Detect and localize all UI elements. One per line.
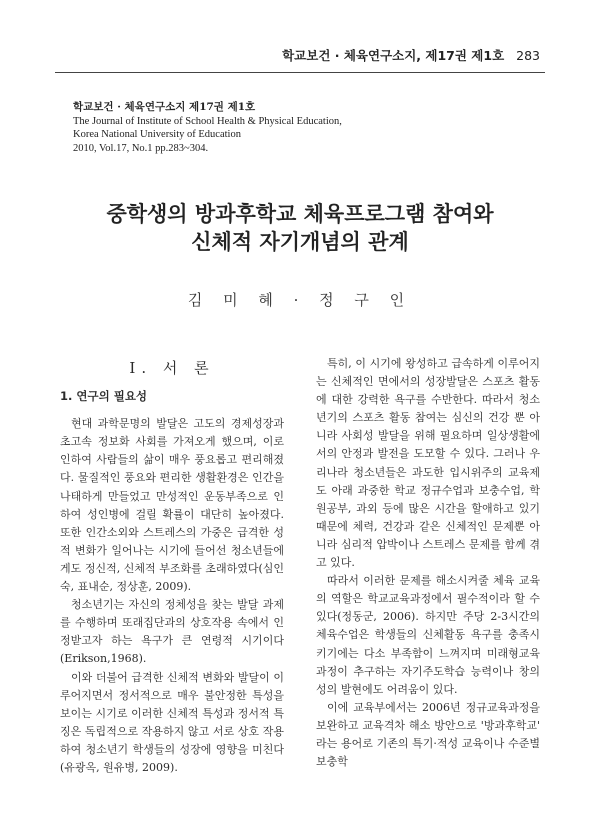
paragraph: 특히, 이 시기에 왕성하고 급속하게 이루어지는 신체적인 면에서의 성장발달은 스포츠 활동에 대한 강력한 욕구를 수반한다. 따라서 청소년기의 스포츠 활동 참여는 심신의 건강 뿐 아니라 사회성 발달을 위해 필요하며 일상생활에서의 안정과 발전을 도모할 수 있다. 그러나 우리나라 청소년들은 과도한 입시위주의 교육제도 아래 과중한 학교 정규수업과 보충수업, 학원공부, 과외 등에 많은 시간을 할애하고 있기 때문에 체력, 건강과 같은 신체적인 문제뿐 아니라 심리적 압박이나 스트레스 문제를 함께 겪고 있다.	[316, 357, 540, 570]
running-head-title: 학교보건 · 체육연구소지, 제17권 제1호	[282, 48, 505, 63]
page-number: 283	[516, 48, 540, 63]
section-heading: Ⅰ. 서 론	[129, 359, 215, 377]
running-head	[282, 46, 540, 64]
journal-name-en: The Journal of Institute of School Health & Physical Education,	[73, 115, 342, 127]
paragraph: 청소년기는 자신의 정체성을 찾는 발달 과제를 수행하며 또래집단과의 상호작용 속에서 인정받고자 하는 욕구가 큰 연령적 시기이다(Erikson,1968).	[60, 598, 284, 666]
paper-title	[0, 200, 600, 256]
journal-name-kr: 학교보건 · 체육연구소지 제17권 제1호	[73, 101, 256, 113]
paragraph: 이와 더불어 급격한 신체적 변화와 발달이 이루어지면서 정서적으로 매우 불안정한 특성을 보이는 시기로 이러한 신체적 특성과 정서적 특징은 독립적으로 작용하지 않고 서로 상호 작용하여 청소년기 학생들의 성장에 영향을 미친다(유광옥, 원유병, 2009).	[60, 670, 284, 774]
paragraph: 현대 과학문명의 발달은 고도의 경제성장과 초고속 정보화 사회를 가져오게 했으며, 이로 인하여 사람들의 삶이 매우 풍요롭고 편리해졌다. 물질적인 풍요와 편리한 생활환경은 인간을 나태하게 만들었고 만성적인 운동부족으로 인하여 성인병에 걸릴 확률이 대단히 높아졌다. 또한 인간소외와 스트레스의 가중은 급격한 성적 변화가 일어나는 시기에 들어선 청소년들에게도 정신적, 신체적 부조화를 초래하였다(심인숙, 표내순, 정상훈, 2009).	[60, 417, 284, 594]
paper-title-line1: 중학생의 방과후학교 체육프로그램 참여와	[106, 201, 494, 226]
header-rule	[55, 72, 545, 73]
subsection-heading: 1. 연구의 필요성	[60, 389, 148, 404]
right-column	[316, 355, 540, 771]
paragraph: 이에 교육부에서는 2006년 정규교육과정을 보완하고 교육격차 해소 방안으로 '방과후학교' 라는 용어로 기존의 특기·적성 교육이나 수준별 보충학	[316, 700, 540, 769]
journal-meta	[73, 101, 342, 155]
journal-institution: Korea National University of Education	[73, 129, 241, 141]
left-column	[60, 355, 284, 777]
paper-title-line2: 신체적 자기개념의 관계	[191, 229, 409, 254]
authors: 김 미 혜 · 정 구 인	[187, 291, 413, 309]
journal-citation: 2010, Vol.17, No.1 pp.283~304.	[73, 142, 209, 154]
paragraph: 따라서 이러한 문제를 해소시켜줄 체육 교육의 역할은 학교교육과정에서 필수적이라 할 수 있다(정동군, 2006). 하지만 주당 2-3시간의 체육수업은 학생들의 신체활동 욕구를 충족시키기에는 다소 부족함이 느껴지며 미래형교육과정이 추구하는 자기주도학습 능력이나 창의성의 발현에도 어려움이 있다.	[316, 574, 540, 696]
